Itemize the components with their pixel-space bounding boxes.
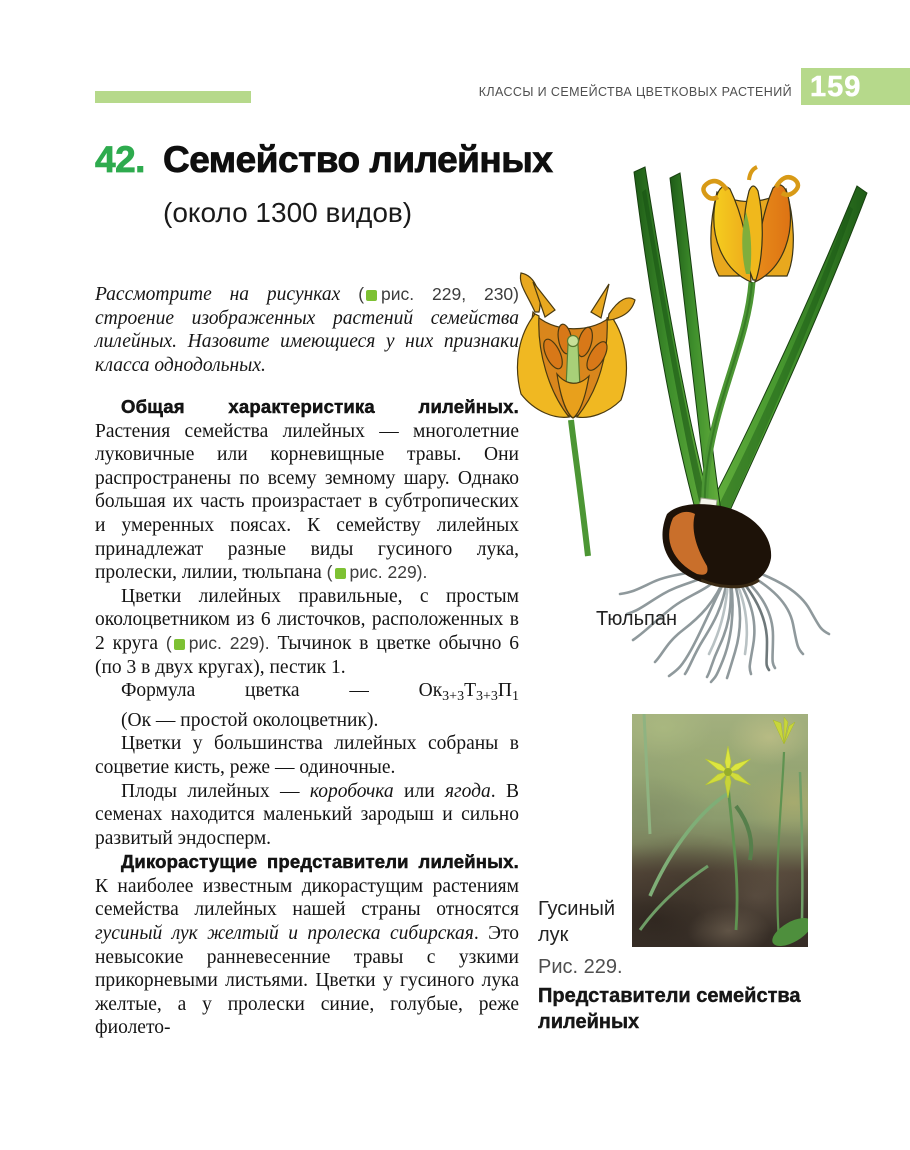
paragraph-lead: Общая характеристика лилейных. <box>121 396 519 417</box>
formula-subscript: 3+3 <box>476 689 498 705</box>
text-run: ( <box>165 632 172 653</box>
formula-symbol: Ок <box>418 680 443 702</box>
cutaway-flower-stem <box>571 420 588 556</box>
figure-reference <box>358 284 519 304</box>
figure-caption-title: Представители семейства лилейных <box>538 985 801 1033</box>
term-italic: гусиный лук желтый и пролеска сибирская <box>95 923 474 945</box>
section-title: Семейство лилейных <box>163 139 553 180</box>
text-run: Тычинок в цветке обычно 6 (по 3 в двух кругах), пестик 1. <box>95 632 520 678</box>
text-run: ( <box>326 562 333 583</box>
figure-reference <box>327 562 428 582</box>
body-column <box>95 395 519 1040</box>
page-number-box <box>801 68 910 105</box>
assignment-paragraph <box>95 283 519 377</box>
text-run: строение изображенных растений семейства лилейных. Назовите имеющиеся у них признаки класса однодольных. <box>95 307 519 376</box>
text-run: ( <box>358 284 365 304</box>
section-subtitle: (около 1300 видов) <box>163 197 413 228</box>
text-run: Формула цветка — <box>121 680 419 702</box>
gagea-photo <box>632 714 808 947</box>
header-accent-bar <box>95 91 251 103</box>
gagea-plant <box>632 714 808 947</box>
text-run: (Ок — простой околоцветник). <box>121 709 379 731</box>
figure-ref-square-icon <box>366 290 377 301</box>
figure-ref-label: рис. 229). <box>349 562 428 583</box>
formula-symbol: П <box>497 680 512 702</box>
tulip-label: Тюльпан <box>596 608 677 630</box>
paragraph-fruits <box>95 780 519 851</box>
tulip-flower <box>703 167 798 282</box>
figure-reference <box>166 633 270 653</box>
tulip-illustration <box>505 162 910 692</box>
figure-ref-square-icon <box>174 639 185 650</box>
text-run: или <box>393 780 445 802</box>
text-run: К наиболее известным дикорастущим растениям семейства лилейных нашей страны относятся <box>95 875 519 921</box>
text-run: Растения семейства лилейных — многолетние луковичные или корневищные травы. Они распространены по всему земному шару. Однако большая их часть произрастает в субтропических и умеренных поясах. К семейству лилейных принадлежат разные виды гусиного лука, пролески, лилии, тюльпана <box>95 420 519 584</box>
running-head: КЛАССЫ И СЕМЕЙСТВА ЦВЕТКОВЫХ РАСТЕНИЙ <box>478 85 792 99</box>
text-run: Цветки у большинства лилейных собраны в соцветие кисть, реже — одиночные. <box>95 733 519 778</box>
text-run: . Это невысокие ранневесенние травы с узкими прикорневыми листьями. Цветки у гусиного лука желтые, а у пролески синие, голубые, реже фиолето- <box>95 923 520 1039</box>
paragraph-inflorescence <box>95 732 519 779</box>
cutaway-flower <box>517 273 635 418</box>
paragraph-lead: Дикорастущие представители лилейных. <box>121 851 519 873</box>
text-run: Цветки лилейных правильные, с простым околоцветником из 6 листочков, расположенных в 2 круга <box>95 585 519 654</box>
term-italic: ягода <box>444 780 491 802</box>
formula-subscript: 3+3 <box>442 689 465 705</box>
paragraph-flower-formula <box>95 679 519 732</box>
paragraph-wild-representatives <box>95 850 519 1040</box>
page-number: 159 <box>810 71 862 103</box>
figure-ref-label: рис. 229). <box>188 632 270 653</box>
term-italic: коробочка <box>309 780 394 802</box>
figure-ref-label: рис. 229, 230) <box>381 284 519 304</box>
gagea-label: Гусиный лук <box>538 898 616 946</box>
text-run: . В семенах находится маленький зародыш и сильно развитый эндосперм. <box>95 780 519 849</box>
text-run: Рассмотрите на рисунках <box>95 284 359 305</box>
text-run: Плоды лилейных — <box>121 780 310 802</box>
section-number: 42. <box>95 139 145 180</box>
formula-symbol: Т <box>464 680 476 702</box>
figure-caption-number: Рис. 229. <box>538 956 623 978</box>
figure-ref-square-icon <box>335 568 346 579</box>
paragraph-flowers <box>95 585 519 679</box>
formula-subscript: 1 <box>512 689 519 705</box>
flower-formula <box>418 680 519 705</box>
paragraph-general-characteristics <box>95 395 519 585</box>
